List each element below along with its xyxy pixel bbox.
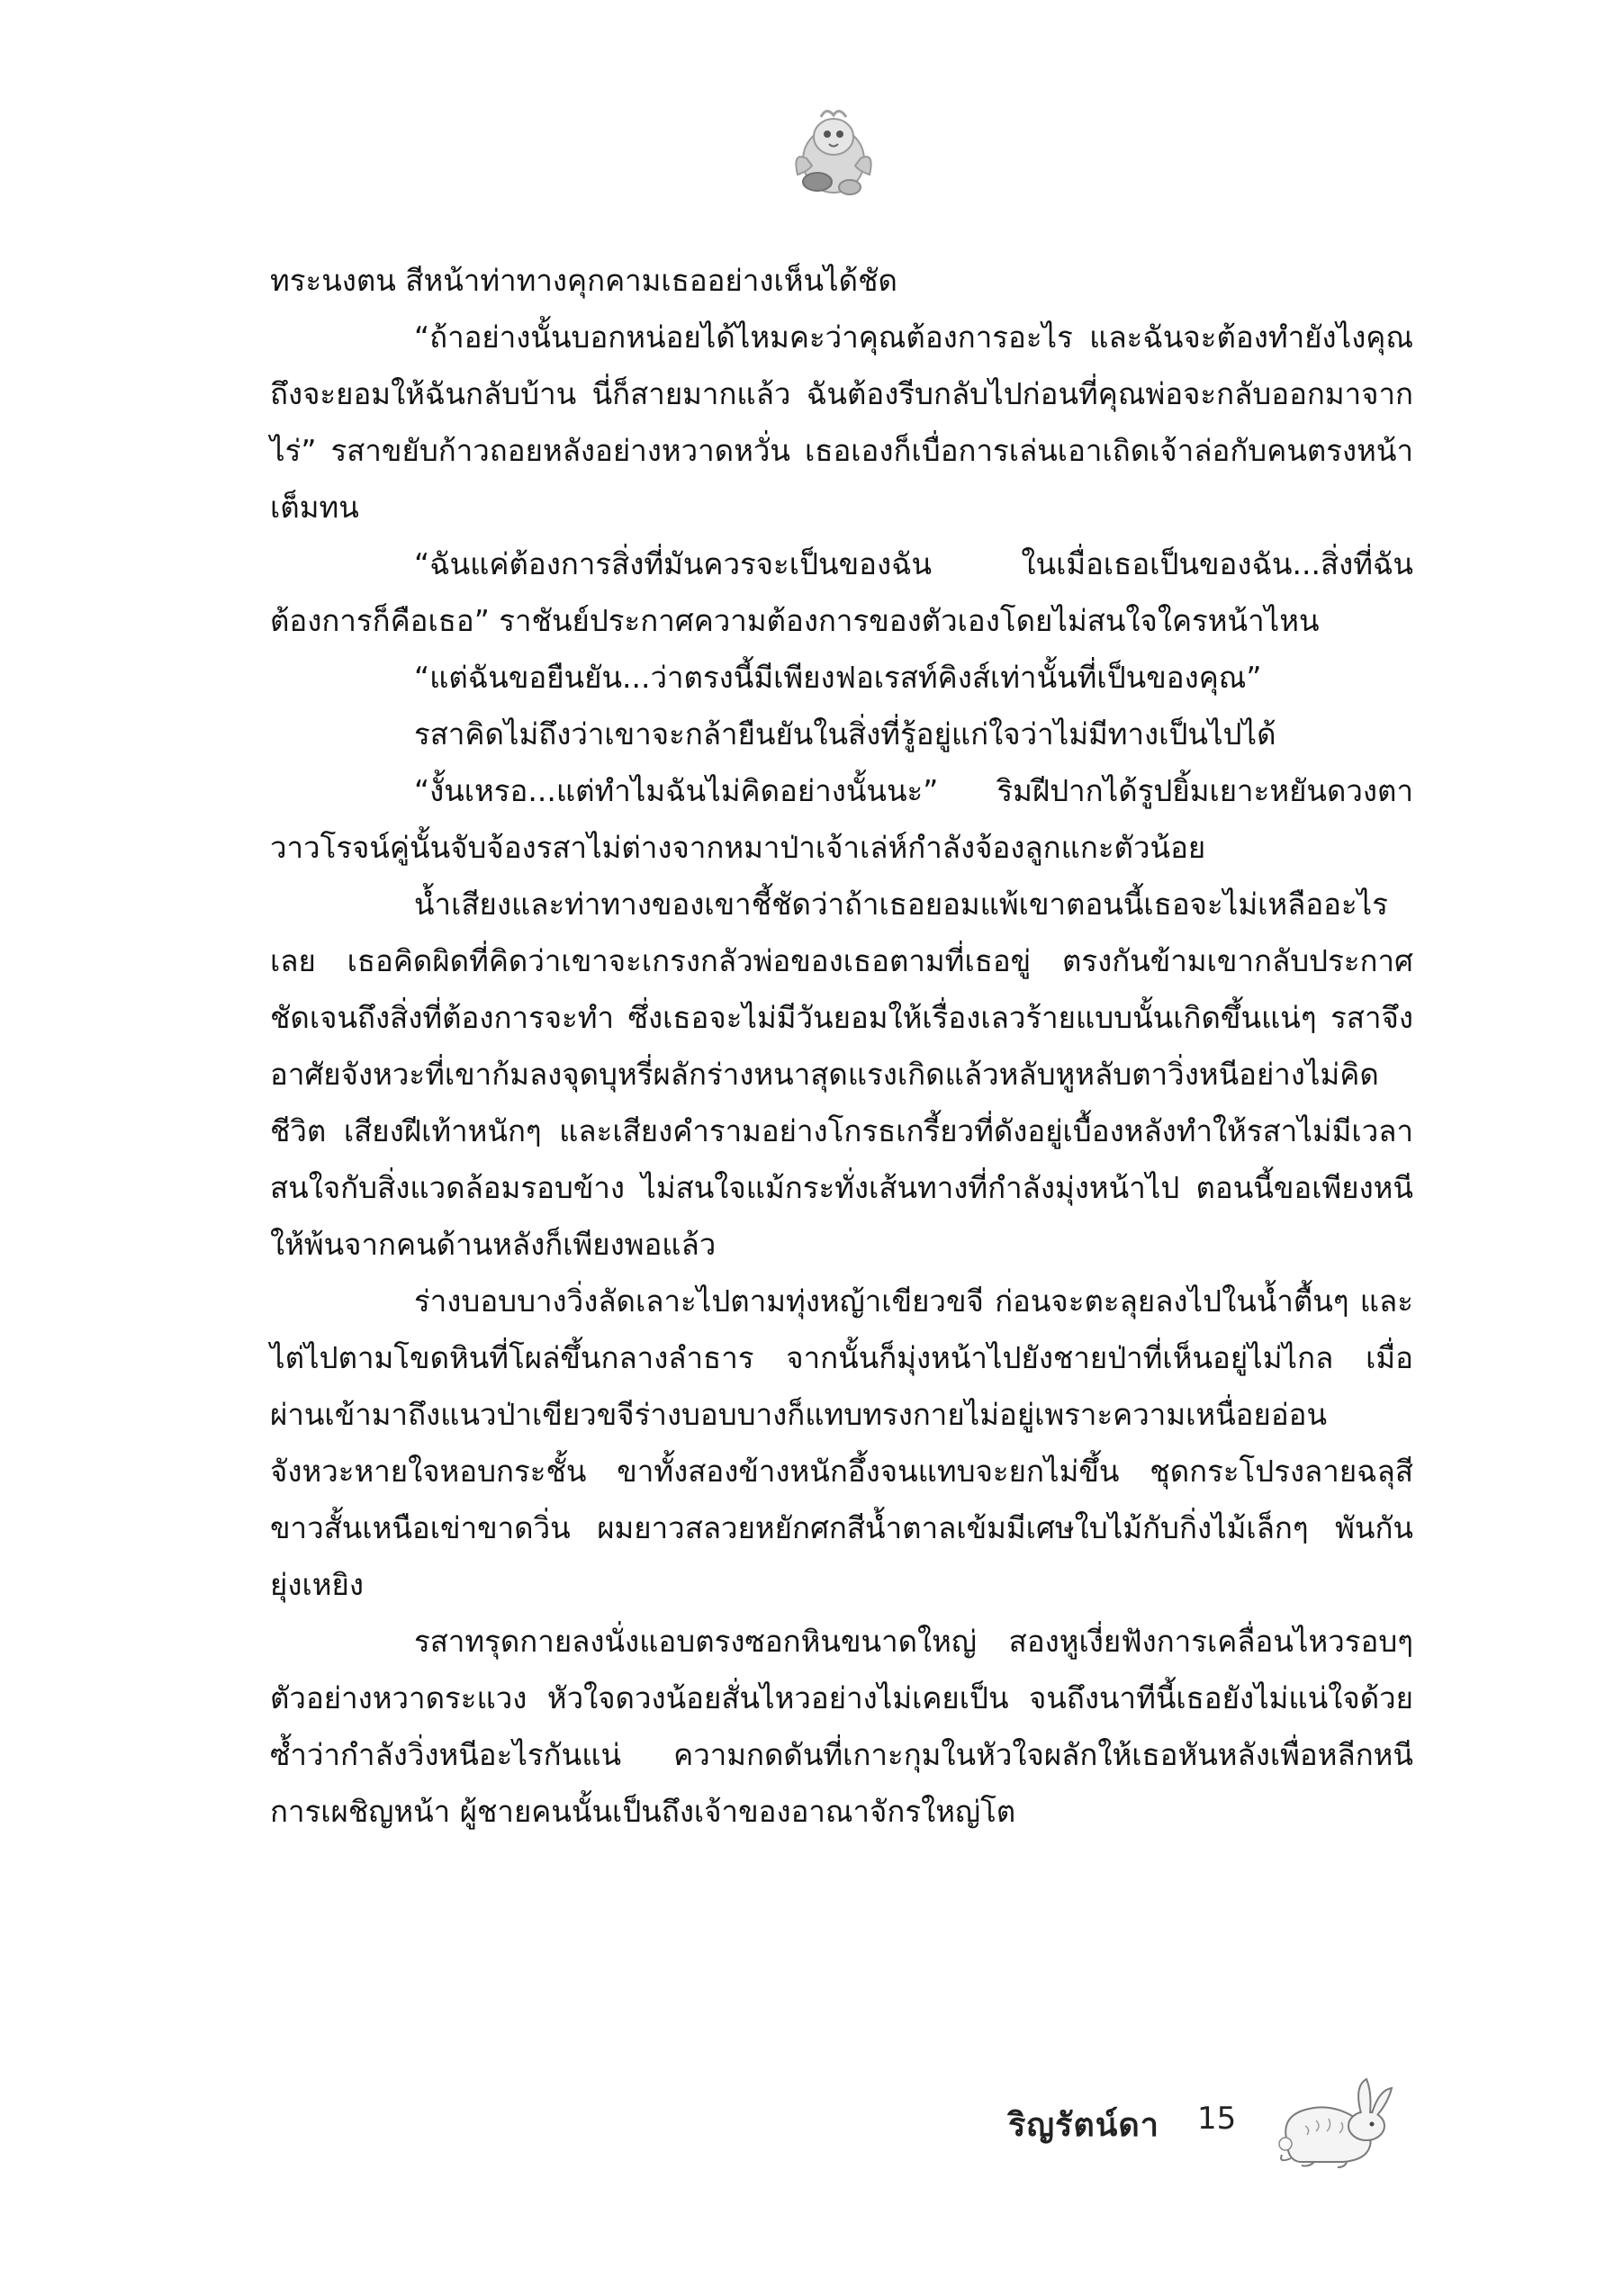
author-name: ริญรัตน์ดา <box>1008 2107 1159 2144</box>
paragraph: “แต่ฉันขอยืนยัน...ว่าตรงนี้มีเพียงฟอเรสท์คิงส์เท่านั้นที่เป็นของคุณ” <box>414 660 1262 695</box>
paragraph: น้ำเสียงและท่าทางของเขาชี้ชัดว่าถ้าเธอยอมแพ้เขาตอนนี้เธอจะไม่เหลืออะไรเลย เธอคิดผิดที่คิดว่าเขาจะเกรงกลัวพ่อของเธอตามที่เธอขู่ ตรงกันข้ามเขากลับประกาศชัดเจนถึงสิ่งที่ต้องการจะทำ ซึ่งเธอจะไม่มีวันยอมให้เรื่องเลวร้ายแบบนั้นเกิดขึ้นแน่ๆ รสาจึงอาศัยจังหวะที่เขาก้มลงจุดบุหรี่ผลักร่างหนาสุดแรงเกิดแล้วหลับหูหลับตาวิ่งหนีอย่างไม่คิดชีวิต เสียงฝีเท้าหนักๆ และเสียงคำรามอย่างโกรธเกรี้ยวที่ดังอยู่เบื้องหลังทำให้รสาไม่มีเวลาสนใจกับสิ่งแวดล้อมรอบข้าง ไม่สนใจแม้กระทั่งเส้นทางที่กำลังมุ่งหน้าไป ตอนนี้ขอเพียงหนีให้พ้นจากคนด้านหลังก็เพียงพอแล้ว <box>270 887 1413 1262</box>
rabbit-icon <box>1260 2072 1395 2171</box>
paragraph: รสาคิดไม่ถึงว่าเขาจะกล้ายืนยันในสิ่งที่รู้อยู่แก่ใจว่าไม่มีทางเป็นไปได้ <box>414 716 1276 752</box>
bird-ornament-icon <box>780 104 888 203</box>
paragraph: ร่างบอบบางวิ่งลัดเลาะไปตามทุ่งหญ้าเขียวขจี ก่อนจะตะลุยลงไปในน้ำตื้นๆ และไต่ไปตามโขดหินที่โผล่ขึ้นกลางลำธาร จากนั้นก็มุ่งหน้าไปยังชายป่าที่เห็นอยู่ไม่ไกล เมื่อผ่านเข้ามาถึงแนวป่าเขียวขจีร่างบอบบางก็แทบทรงกายไม่อยู่เพราะความเหนื่อยอ่อน จังหวะหายใจหอบกระชั้น ขาทั้งสองข้างหนักอึ้งจนแทบจะยกไม่ขึ้น ชุดกระโปรงลายฉลุสีขาวสั้นเหนือเข่าขาดวิ่น ผมยาวสลวยหยักศกสีน้ำตาลเข้มมีเศษใบไม้กับกิ่งไม้เล็กๆ พันกันยุ่งเหยิง <box>270 1283 1413 1602</box>
paragraph: “งั้นเหรอ...แต่ทำไมฉันไม่คิดอย่างนั้นนะ” ริมฝีปากได้รูปยิ้มเยาะหยันดวงตาวาวโรจน์คู่นั้นจับจ้องรสาไม่ต่างจากหมาป่าเจ้าเล่ห์กำลังจ้องลูกแกะตัวน้อย <box>270 773 1413 865</box>
paragraph: “ถ้าอย่างนั้นบอกหน่อยได้ไหมคะว่าคุณต้องการอะไร และฉันจะต้องทำยังไงคุณถึงจะยอมให้ฉันกลับบ้าน นี่ก็สายมากแล้ว ฉันต้องรีบกลับไปก่อนที่คุณพ่อจะกลับออกมาจากไร่” รสาขยับก้าวถอยหลังอย่างหวาดหวั่น เธอเองก็เบื่อการเล่นเอาเถิดเจ้าล่อกับคนตรงหน้าเต็มทน <box>270 320 1413 525</box>
paragraph: “ฉันแค่ต้องการสิ่งที่มันควรจะเป็นของฉัน ในเมื่อเธอเป็นของฉัน...สิ่งที่ฉันต้องการก็คือเธอ” ราชันย์ประกาศความต้องการของตัวเองโดยไม่สนใจใครหน้าไหน <box>270 546 1413 638</box>
paragraph: รสาทรุดกายลงนั่งแอบตรงซอกหินขนาดใหญ่ สองหูเงี่ยฟังการเคลื่อนไหวรอบๆ ตัวอย่างหวาดระแวง หัวใจดวงน้อยสั่นไหวอย่างไม่เคยเป็น จนถึงนาทีนี้เธอยังไม่แน่ใจด้วยซ้ำว่ากำลังวิ่งหนีอะไรกันแน่ ความกดดันที่เกาะกุมในหัวใจผลักให้เธอหันหลังเพื่อหลีกหนีการเผชิญหน้า ผู้ชายคนนั้นเป็นถึงเจ้าของอาณาจักรใหญ่โต <box>270 1624 1413 1829</box>
paragraph: ทระนงตน สีหน้าท่าทางคุกคามเธออย่างเห็นได้ชัด <box>270 263 897 298</box>
story-body <box>270 252 1413 1840</box>
page-number: 15 <box>1197 2101 1237 2137</box>
page-footer <box>990 2090 1440 2162</box>
